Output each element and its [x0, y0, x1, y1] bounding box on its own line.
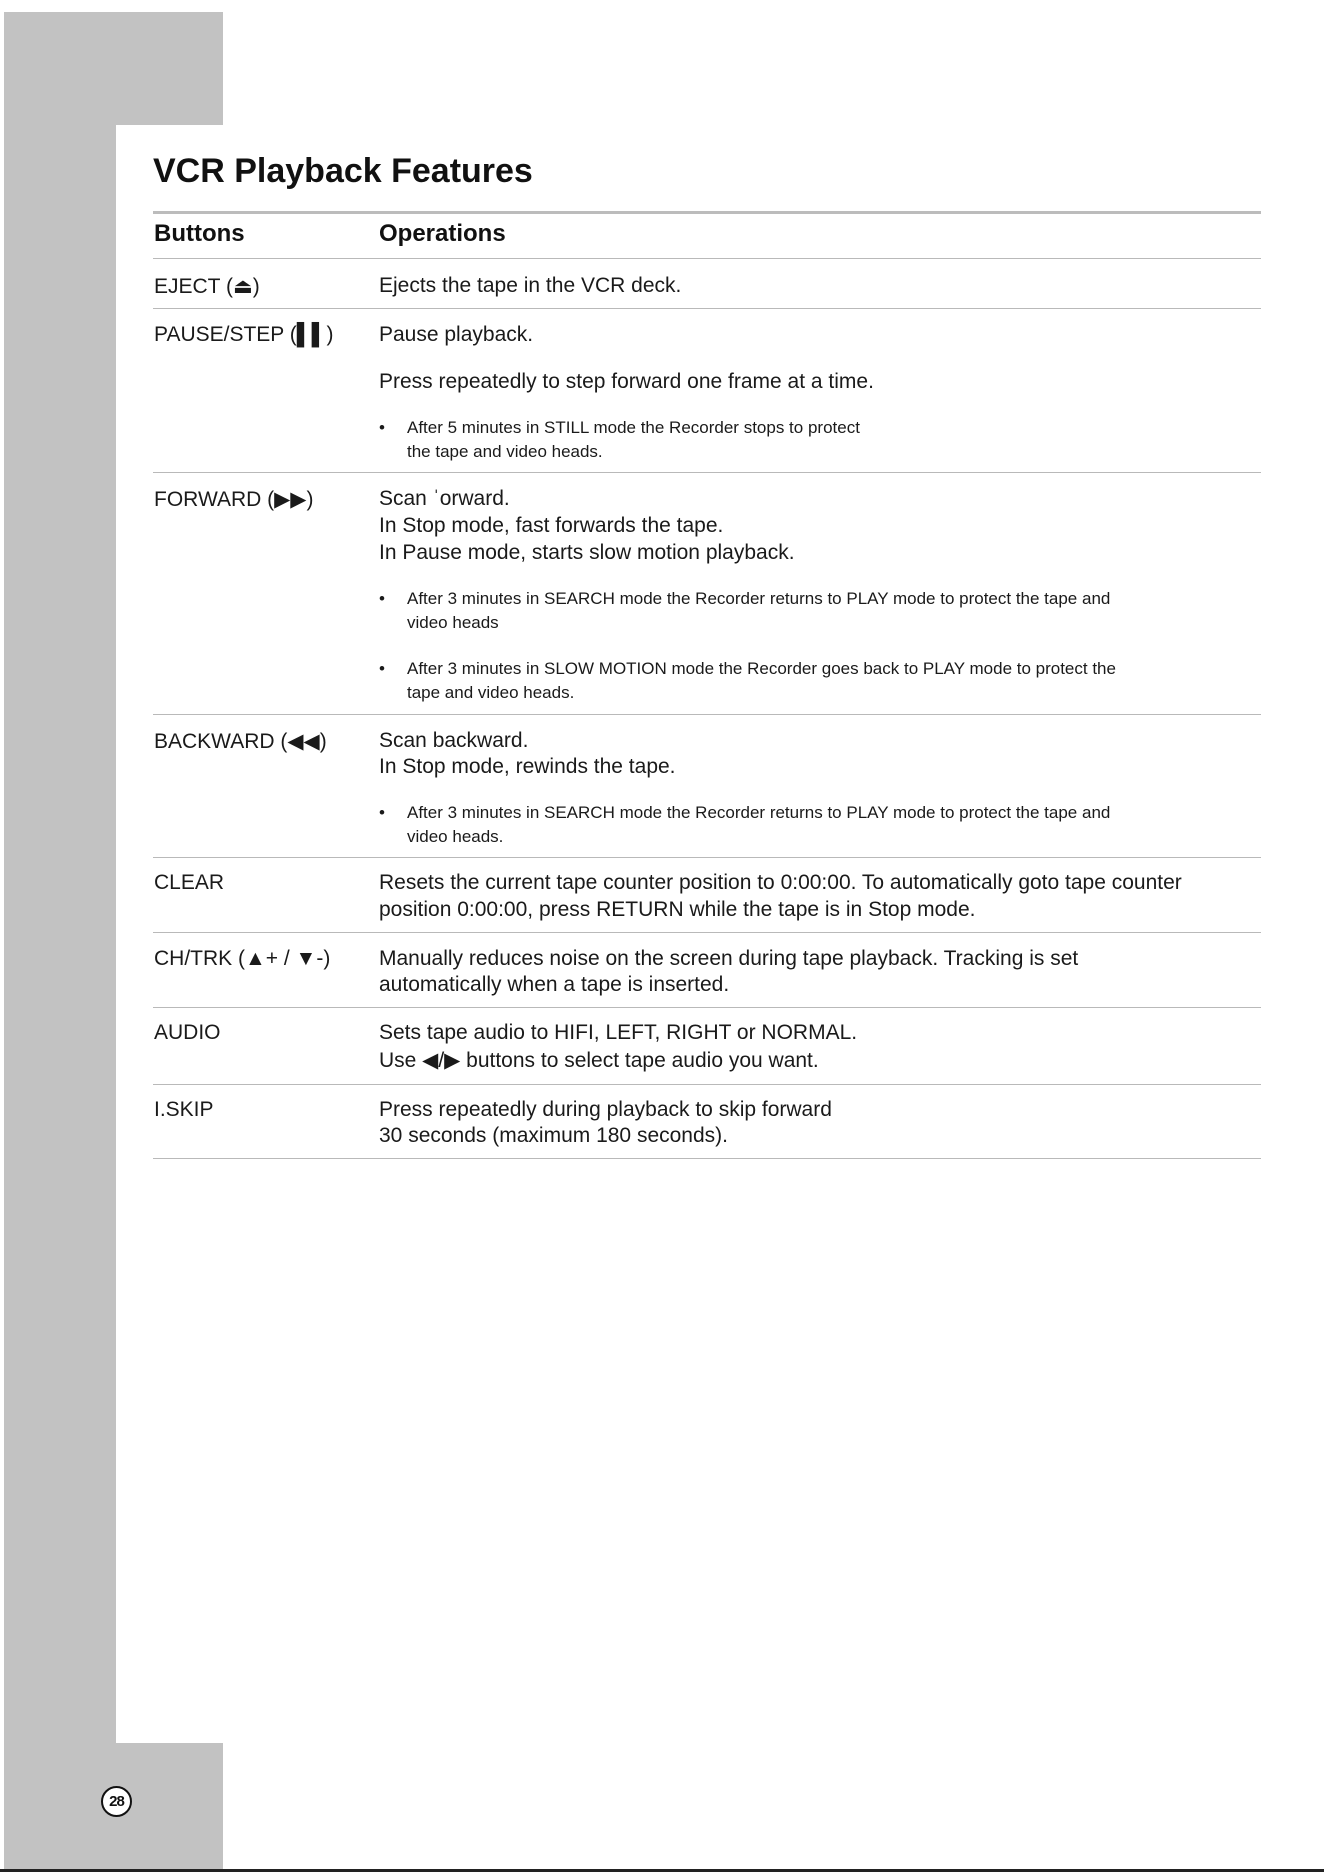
operation-text: position 0:00:00, press RETURN while the tape is in Stop mode. — [379, 898, 976, 921]
note-bullet — [379, 587, 1110, 635]
page-margin-tab-bottom — [116, 1743, 223, 1870]
row-divider — [153, 932, 1261, 933]
operation-text: Scan ˈorward. — [379, 487, 510, 510]
operation-text: Pause playback. — [379, 323, 534, 346]
button-name-backward: BACKWARD (◀◀) — [154, 730, 327, 753]
button-name-audio: AUDIO — [154, 1021, 221, 1044]
page-margin-tab-top — [116, 12, 223, 125]
note-line: • After 3 minutes in SEARCH mode the Recorder returns to PLAY mode to protect the tape and — [407, 589, 1111, 608]
row-divider — [153, 1007, 1261, 1008]
button-name-forward: FORWARD (▶▶) — [154, 488, 314, 511]
button-name-i-skip: I.SKIP — [154, 1098, 214, 1121]
note-bullet — [379, 801, 1110, 849]
note-bullet — [379, 416, 860, 464]
row-divider — [153, 472, 1261, 473]
column-header-operations: Operations — [379, 220, 506, 247]
button-name-ch-trk: CH/TRK (▲+ / ▼-) — [154, 947, 331, 970]
operation-text: In Stop mode, rewinds the tape. — [379, 755, 676, 778]
row-divider — [153, 308, 1261, 309]
note-line: tape and video heads. — [407, 683, 575, 702]
note-line: the tape and video heads. — [407, 442, 603, 461]
row-divider — [153, 857, 1261, 858]
operation-text: Ejects the tape in the VCR deck. — [379, 274, 682, 297]
operation-text: automatically when a tape is inserted. — [379, 973, 730, 996]
note-line: • After 3 minutes in SLOW MOTION mode the Recorder goes back to PLAY mode to protect the — [407, 659, 1116, 678]
note-bullet — [379, 657, 1116, 705]
button-name-eject: EJECT (⏏) — [154, 275, 260, 298]
title-divider — [153, 211, 1261, 214]
note-line: • After 3 minutes in SEARCH mode the Recorder returns to PLAY mode to protect the tape and — [407, 803, 1111, 822]
operation-text: Press repeatedly to step forward one frame at a time. — [379, 370, 874, 393]
page-margin-bar — [4, 12, 116, 1870]
button-name-clear: CLEAR — [154, 871, 225, 894]
header-divider — [153, 258, 1261, 259]
operation-text: Sets tape audio to HIFI, LEFT, RIGHT or NORMAL. — [379, 1021, 858, 1044]
note-line: • After 5 minutes in STILL mode the Recorder stops to protect — [407, 418, 860, 437]
column-header-buttons: Buttons — [154, 220, 245, 247]
operation-text: Resets the current tape counter position to 0:00:00. To automatically goto tape counter — [379, 871, 1182, 894]
page-title: VCR Playback Features — [153, 152, 533, 190]
note-line: video heads — [407, 613, 499, 632]
page-number: 28 — [101, 1786, 132, 1817]
row-divider — [153, 1084, 1261, 1085]
table-bottom-divider — [153, 1158, 1261, 1159]
operation-text: Scan backward. — [379, 729, 529, 752]
operation-text: Use ◀/▶ buttons to select tape audio you want. — [379, 1049, 819, 1072]
row-divider — [153, 714, 1261, 715]
note-line: video heads. — [407, 827, 504, 846]
operation-text: Press repeatedly during playback to skip forward — [379, 1098, 832, 1121]
operation-text: In Pause mode, starts slow motion playback. — [379, 541, 795, 564]
button-name-pause-step: PAUSE/STEP (▌▌) — [154, 323, 334, 346]
operation-text: 30 seconds (maximum 180 seconds). — [379, 1124, 728, 1147]
operation-text: In Stop mode, fast forwards the tape. — [379, 514, 724, 537]
operation-text: Manually reduces noise on the screen during tape playback. Tracking is set — [379, 947, 1079, 970]
